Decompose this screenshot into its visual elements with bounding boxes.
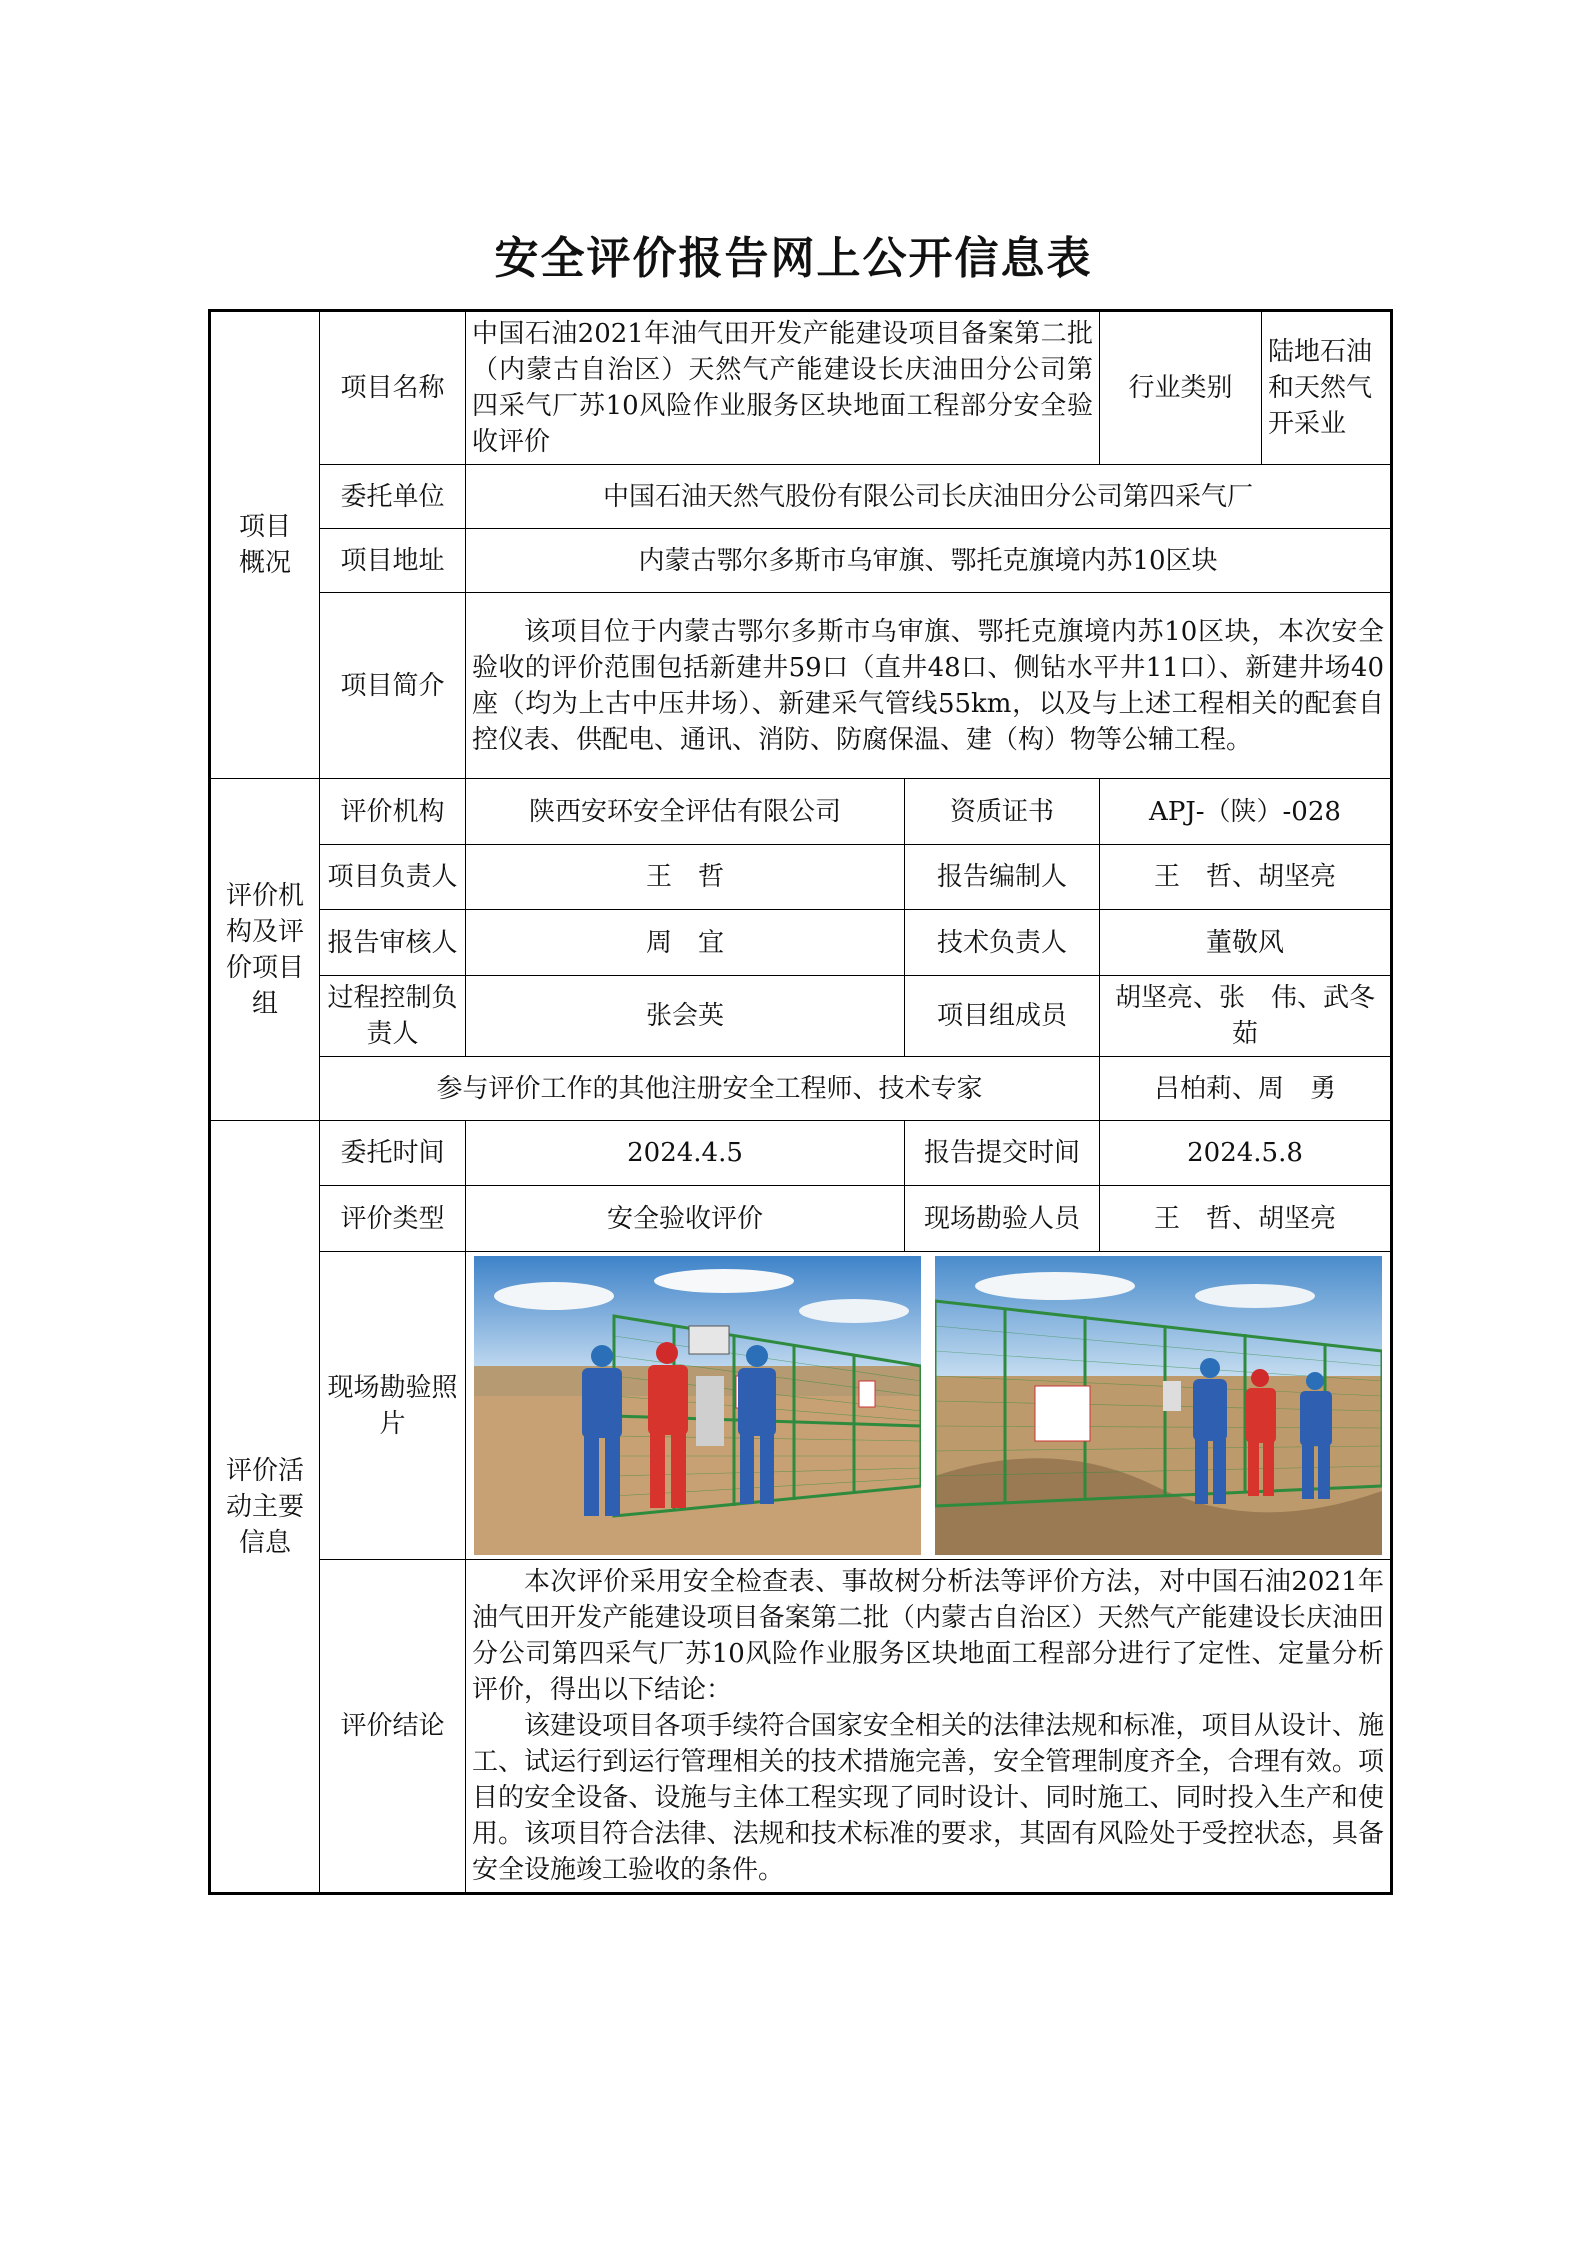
reviewer-value: 周 宜 [466, 910, 905, 976]
intro-text: 该项目位于内蒙古鄂尔多斯市乌审旗、鄂托克旗境内苏10区块，本次安全验收的评价范围包括新建井59口（直井48口、侧钻水平井11口）、新建井场40座（均为上古中压井场）、新建采气管线55km，以及与上述工程相关的配套自控仪表、供配电、通讯、消防、防腐保温、建（构）物等公辅工程。 [472, 616, 1384, 755]
client-value: 中国石油天然气股份有限公司长庆油田分公司第四采气厂 [466, 465, 1392, 529]
section-evaluation-org-label: 评价机构及评价项目组 [210, 779, 320, 1121]
cert-value: APJ-（陕）-028 [1100, 779, 1392, 845]
tech-value: 董敬风 [1100, 910, 1392, 976]
photos-cell [466, 1252, 1392, 1560]
info-table [208, 309, 1393, 1895]
project-name-label: 项目名称 [320, 311, 466, 465]
tech-label: 技术负责人 [905, 910, 1100, 976]
client-label: 委托单位 [320, 465, 466, 529]
cert-label: 资质证书 [905, 779, 1100, 845]
survey-staff-label: 现场勘验人员 [905, 1186, 1100, 1252]
type-label: 评价类型 [320, 1186, 466, 1252]
photos-label: 现场勘验照片 [320, 1252, 466, 1560]
site-photo-1 [474, 1256, 921, 1555]
industry-value: 陆地石油和天然气开采业 [1262, 311, 1392, 465]
submit-time-label: 报告提交时间 [905, 1121, 1100, 1186]
others-value: 吕柏莉、周 勇 [1100, 1057, 1392, 1121]
conclusion-label: 评价结论 [320, 1560, 466, 1894]
intro-label: 项目简介 [320, 593, 466, 779]
address-label: 项目地址 [320, 529, 466, 593]
members-value: 胡坚亮、张 伟、武冬茹 [1100, 976, 1392, 1057]
address-value: 内蒙古鄂尔多斯市乌审旗、鄂托克旗境内苏10区块 [466, 529, 1392, 593]
process-value: 张会英 [466, 976, 905, 1057]
reviewer-label: 报告审核人 [320, 910, 466, 976]
conclusion-paragraph-2: 该建设项目各项手续符合国家安全相关的法律法规和标准，项目从设计、施工、试运行到运行管理相关的技术措施完善，安全管理制度齐全，合理有效。项目的安全设备、设施与主体工程实现了同时设计、同时施工、同时投入生产和使用。该项目符合法律、法规和技术标准的要求，其固有风险处于受控状态，具备安全设施竣工验收的条件。 [472, 1711, 1384, 1885]
section-project-overview-label: 项目 概况 [210, 311, 320, 779]
document-title: 安全评价报告网上公开信息表 [494, 233, 1093, 284]
others-label: 参与评价工作的其他注册安全工程师、技术专家 [320, 1057, 1100, 1121]
conclusion-value [466, 1560, 1392, 1894]
writer-label: 报告编制人 [905, 845, 1100, 910]
commission-time-value: 2024.4.5 [466, 1121, 905, 1186]
project-name-value: 中国石油2021年油气田开发产能建设项目备案第二批（内蒙古自治区）天然气产能建设长庆油田分公司第四采气厂苏10风险作业服务区块地面工程部分安全验收评价 [466, 311, 1100, 465]
writer-value: 王 哲、胡坚亮 [1100, 845, 1392, 910]
leader-value: 王 哲 [466, 845, 905, 910]
type-value: 安全验收评价 [466, 1186, 905, 1252]
process-label: 过程控制负责人 [320, 976, 466, 1057]
submit-time-value: 2024.5.8 [1100, 1121, 1392, 1186]
section-activity-label: 评价活动主要信息 [210, 1121, 320, 1894]
industry-label: 行业类别 [1100, 311, 1262, 465]
conclusion-paragraph-1: 本次评价采用安全检查表、事故树分析法等评价方法，对中国石油2021年油气田开发产能建设项目备案第二批（内蒙古自治区）天然气产能建设长庆油田分公司第四采气厂苏10风险作业服务区块地面工程部分进行了定性、定量分析评价，得出以下结论： [472, 1567, 1384, 1705]
leader-label: 项目负责人 [320, 845, 466, 910]
intro-value [466, 593, 1392, 779]
members-label: 项目组成员 [905, 976, 1100, 1057]
survey-staff-value: 王 哲、胡坚亮 [1100, 1186, 1392, 1252]
commission-time-label: 委托时间 [320, 1121, 466, 1186]
site-photo-2 [935, 1256, 1382, 1555]
org-value: 陕西安环安全评估有限公司 [466, 779, 905, 845]
org-label: 评价机构 [320, 779, 466, 845]
